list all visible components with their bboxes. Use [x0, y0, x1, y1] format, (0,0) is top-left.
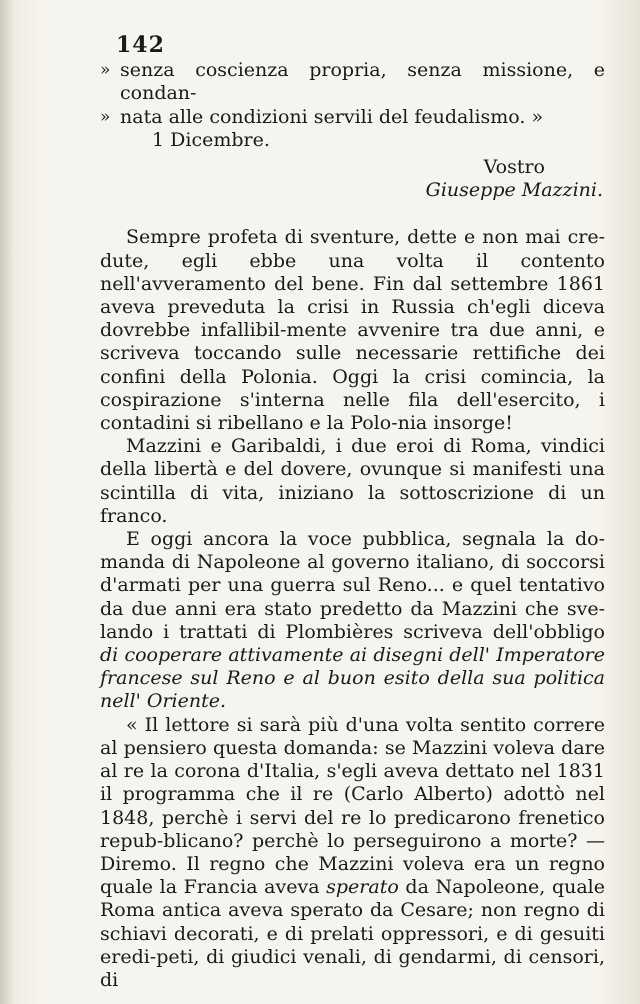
quote-text: nata alle condizioni servili del feudalismo. » — [120, 105, 544, 128]
quote-mark: » — [100, 60, 111, 81]
paragraph — [100, 226, 605, 435]
paragraph-text: E oggi ancora la voce pubblica, segnala la do-manda di Napoleone al governo italiano, di soccorsi d'armati per una guerra sul Reno... e quel tentativo da due anni era stato predetto da Mazzini che sve-lando i trattati di Plombières scriveva dell'obbligo — [100, 528, 605, 643]
spacer — [100, 202, 605, 226]
paragraph-italic: di cooperare attivamente ai disegni dell' Imperatore francese sul Reno e al buon esito della sua politica nell' Oriente. — [100, 644, 605, 713]
page-number: 142 — [116, 32, 165, 58]
paragraph — [100, 528, 605, 714]
quote-line — [100, 59, 605, 105]
quote-mark: » — [100, 106, 111, 127]
quote-line — [100, 106, 605, 129]
paragraph-text: Mazzini e Garibaldi, i due eroi di Roma, vindici della libertà e del dovere, ovunque si manifesti una scintilla di vita, iniziano la sottoscrizione di un franco. — [100, 435, 605, 527]
page-content — [100, 34, 605, 992]
quote-text: senza coscienza propria, senza missione, e condan- — [120, 59, 605, 105]
signature-name: Giuseppe Mazzini. — [425, 179, 603, 202]
paragraph-text: da Napoleone, quale Roma antica aveva sperato da Cesare; non regno di schiavi decorati, e di prelati oppressori, e di gesuiti eredi-peti, di giudici venali, di gendarmi, di censori, di — [100, 876, 605, 991]
paragraph — [100, 435, 605, 528]
page-edge-shadow — [0, 0, 14, 1004]
signature-closing: Vostro — [483, 156, 545, 179]
paragraph-italic: sperato — [326, 876, 399, 899]
letter-date: 1 Dicembre. — [152, 128, 270, 151]
paragraph-text: Sempre profeta di sventure, dette e non mai cre-dute, egli ebbe una volta il contento nell'avveramento del bene. Fin dal settembre 1861 aveva preveduta la crisi in Russia ch'egli diceva dovrebbe infallibil-mente avvenire tra due anni, e scriveva toccando sulle necessarie rettifiche dei confini della Polonia. Oggi la crisi comincia, la cospirazione s'interna nelle fila dell'esercito, i contadini si ribellano e la Polo-nia insorge! — [100, 226, 605, 435]
paragraph — [100, 714, 605, 992]
paragraph-text: « Il lettore si sarà più d'una volta sentito correre al pensiero questa domanda: se Mazzini voleva dare al re la corona d'Italia, s'egli aveva dettato nel 1831 il programma che il re (Carlo Alberto) adottò nel 1848, perchè i servi del re lo predicarono frenetico repub-blicano? perchè lo perseguirono a morte? — Diremo. Il regno che Mazzini voleva era un regno quale la Francia aveva — [100, 713, 605, 899]
